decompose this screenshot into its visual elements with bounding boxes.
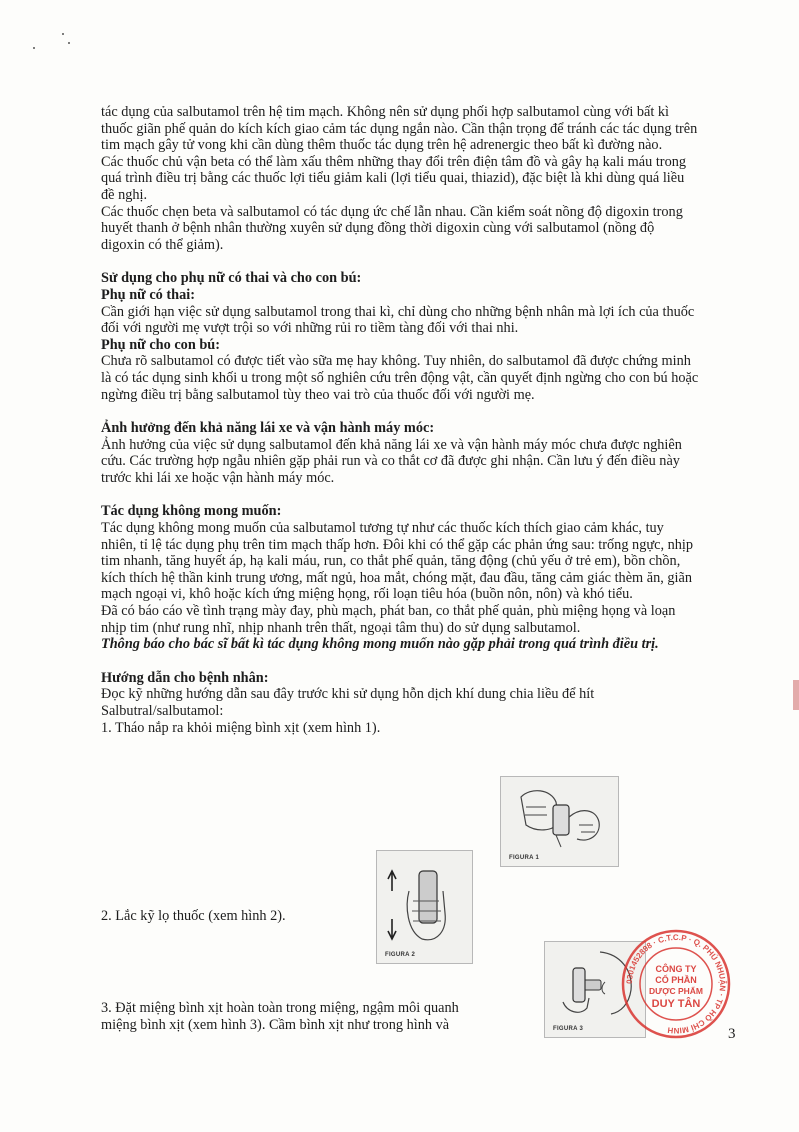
- section-heading: Sử dụng cho phụ nữ có thai và cho con bú:: [101, 270, 362, 287]
- body-text: [101, 104, 701, 736]
- subsection-heading: Phụ nữ có thai:: [101, 286, 195, 303]
- paragraph: tác dụng của salbutamol trên hệ tim mạch. Không nên sử dụng phối hợp salbutamol cùng với bất kì thuốc giãn phế quản do kích kích giao cảm tác dụng ngắn nào. Cần thận trọng để tránh các tác dụng trên tim mạch gây tử vong khi cần dùng thêm thuốc tác dụng trên hệ adrenergic theo bất kì đường nào.: [101, 104, 698, 154]
- figure-caption: FIGURA 2: [385, 952, 416, 958]
- page-number: 3: [728, 1026, 736, 1042]
- paragraph: Chưa rõ salbutamol có được tiết vào sữa mẹ hay không. Tuy nhiên, do salbutamol đã được chứng minh là có tác dụng sinh khối u trong một số nghiên cứu trên động vật, cần quyết định ngừng cho con bú hoặc ngừng điều trị bằng salbutamol tùy theo vai trò của thuốc đối với người mẹ.: [101, 353, 699, 403]
- paragraph: Đã có báo cáo về tình trạng mày đay, phù mạch, phát ban, co thắt phế quản, phù miệng họng và loạn nhịp tim (như rung nhĩ, nhịp nhanh trên thất, ngoại tâm thu) do sử dụng salbutamol.: [101, 603, 676, 636]
- instruction-step-2: 2. Lắc kỹ lọ thuốc (xem hình 2).: [101, 908, 286, 925]
- section-heading: Tác dụng không mong muốn:: [101, 503, 282, 520]
- paragraph: Các thuốc chủ vận beta có thể làm xấu thêm những thay đổi trên điện tâm đồ và gây hạ kali máu trong quá trình điều trị bằng các thuốc lợi tiểu giảm kali (lợi tiểu quai, thiazid), đặc biệt là khi dùng quá liều đề nghị.: [101, 153, 687, 203]
- scan-speck: [33, 47, 35, 49]
- figure-caption: FIGURA 3: [553, 1026, 584, 1032]
- figure-1-illustration: [500, 776, 619, 867]
- scan-speck: [62, 33, 64, 35]
- subsection-heading: Phụ nữ cho con bú:: [101, 336, 221, 353]
- figure-2-illustration: [376, 850, 473, 964]
- paragraph: Các thuốc chẹn beta và salbutamol có tác dụng ức chế lẫn nhau. Cần kiểm soát nồng độ digoxin trong huyết thanh ở bệnh nhân thường xuyên sử dụng đồng thời digoxin cùng với salbutamol (nồng độ digoxin có thể giảm).: [101, 203, 683, 253]
- paragraph: Cần giới hạn việc sử dụng salbutamol trong thai kì, chỉ dùng cho những bệnh nhân mà lợi ích của thuốc đối với người mẹ vượt trội so với những rủi ro tiềm tàng đối với thai nhi.: [101, 303, 695, 337]
- instruction-step-1: 1. Tháo nắp ra khỏi miệng bình xịt (xem hình 1).: [101, 719, 381, 736]
- svg-text:CỔ PHẦN: CỔ PHẦN: [655, 975, 697, 985]
- svg-text:DƯỢC PHẨM: DƯỢC PHẨM: [649, 986, 703, 996]
- section-heading: Hướng dẫn cho bệnh nhân:: [101, 669, 269, 686]
- shake-inhaler-icon: [377, 851, 472, 963]
- scan-speck: [68, 42, 70, 44]
- svg-text:0301452898 · C.T.C.P · Q. PHÚ: 0301452898 · C.T.C.P · Q. PHÚ NHUẬN · TP HỒ CHÍ MINH: [624, 932, 728, 1036]
- paragraph: Ảnh hưởng của việc sử dụng salbutamol đến khả năng lái xe và vận hành máy móc chưa được nghiên cứu. Các trường hợp ngẫu nhiên gặp phải run và co thắt cơ đã được ghi nhận. Cần lưu ý đến điều này trước khi lái xe hoặc vận hành máy móc.: [101, 436, 682, 486]
- section-heading: Ảnh hưởng đến khả năng lái xe và vận hành máy móc:: [101, 420, 435, 437]
- paragraph: Tác dụng không mong muốn của salbutamol tương tự như các thuốc kích thích giao cảm khác, tuy nhiên, tỉ lệ tác dụng phụ trên tim mạch thấp hơn. Đôi khi có thể gặp các phản ứng sau: trống ngực, nhịp tim nhanh, tăng huyết áp, hạ kali máu, run, co thắt phế quản, tăng động (chủ yếu ở trẻ em), bồn chồn, kích thích hệ thần kinh trung ương, mất ngủ, hoa mắt, chóng mặt, đau đầu, tăng cảm giác thèm ăn, giãn mạch ngoại vi, khô hoặc kích ứng miệng họng, rối loạn tiêu hóa (buồn nôn, nôn) và khó tiểu.: [101, 520, 694, 603]
- figure-caption: FIGURA 1: [509, 855, 540, 861]
- svg-text:DUY TÂN: DUY TÂN: [651, 998, 701, 1010]
- notice-text: Thông báo cho bác sĩ bất kì tác dụng không mong muốn nào gặp phải trong quá trình điều trị.: [101, 636, 659, 653]
- company-seal: [620, 928, 732, 1040]
- instruction-step-3: 3. Đặt miệng bình xịt hoàn toàn trong miệng, ngậm môi quanh miệng bình xịt (xem hình 3). Cầm bình xịt như trong hình và: [101, 1000, 459, 1033]
- scan-edge-mark: [793, 680, 799, 710]
- svg-text:CÔNG TY: CÔNG TY: [655, 964, 697, 974]
- seal-stamp-icon: [620, 928, 732, 1040]
- paragraph: Đọc kỹ những hướng dẫn sau đây trước khi sử dụng hỗn dịch khí dung chia liều để hít Salbutral/salbutamol:: [101, 686, 595, 719]
- remove-cap-hand-icon: [501, 777, 618, 866]
